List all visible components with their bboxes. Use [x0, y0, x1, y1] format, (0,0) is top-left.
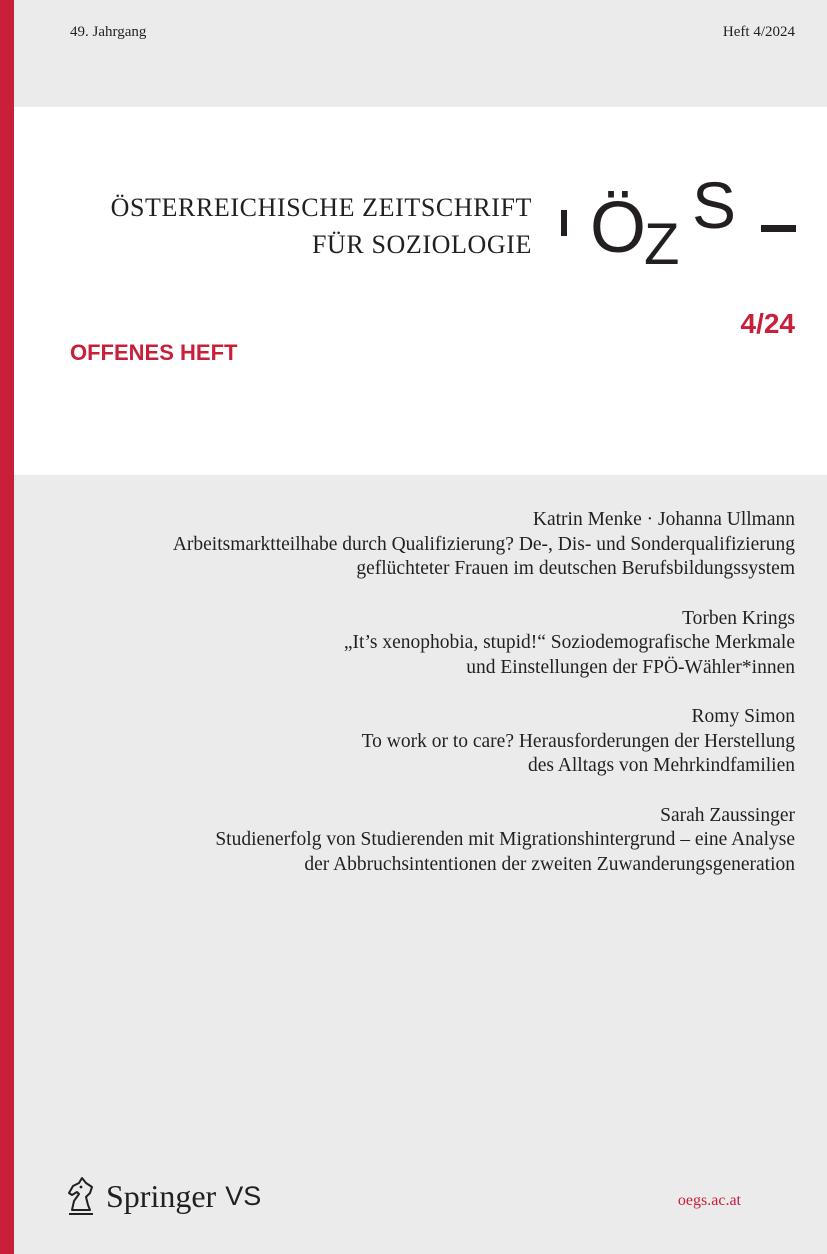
article-authors: Sarah Zaussinger: [660, 804, 795, 826]
logo-left-bar: [561, 210, 567, 236]
article-title-line: geflüchteter Frauen im deutschen Berufsbildungssystem: [356, 558, 795, 579]
article-title-line: Studienerfolg von Studierenden mit Migrationshintergrund – eine Analyse: [215, 829, 795, 850]
table-of-contents: [55, 508, 795, 902]
article-1: [55, 508, 795, 582]
issue-number: 4/24: [740, 308, 795, 339]
publisher-name: Springer: [106, 1177, 217, 1214]
article-title-line: Arbeitsmarktteilhabe durch Qualifizierung? De-, Dis- und Sonderqualifizierung: [172, 533, 795, 555]
logo-letter-o: Ö: [590, 188, 647, 268]
article-authors: Torben Krings: [682, 607, 795, 629]
logo-dash: [761, 225, 796, 232]
article-authors: Romy Simon: [691, 706, 795, 727]
journal-title-line-1: ÖSTERREICHISCHE ZEITSCHRIFT: [110, 193, 532, 222]
red-spine: [0, 0, 14, 1254]
issue-theme: OFFENES HEFT: [70, 340, 238, 365]
website-link[interactable]: oegs.ac.at: [677, 1192, 741, 1209]
top-band: [14, 0, 827, 107]
article-authors: Katrin Menke · Johanna Ullmann: [532, 509, 795, 530]
article-2: [55, 607, 795, 681]
oezs-logo: [556, 170, 801, 270]
journal-title-line-2: FÜR SOZIOLOGIE: [311, 230, 532, 259]
logo-letter-z: Z: [644, 212, 680, 270]
article-title-line: und Einstellungen der FPÖ-Wähler*innen: [466, 656, 795, 678]
logo-letter-s: S: [692, 170, 737, 242]
volume-label: 49. Jahrgang: [70, 24, 147, 40]
article-title-line: des Alltags von Mehrkindfamilien: [527, 755, 795, 776]
article-title-line: der Abbruchsintentionen der zweiten Zuwanderungsgeneration: [304, 853, 795, 875]
article-title-line: To work or to care? Herausforderungen der Herstellung: [361, 730, 795, 752]
publisher-imprint: VS: [225, 1180, 262, 1211]
issue-label: Heft 4/2024: [722, 24, 795, 40]
article-3: [55, 705, 795, 779]
springer-logo: [64, 1172, 261, 1220]
title-band: [14, 107, 827, 475]
article-title-line: „It’s xenophobia, stupid!“ Soziodemografische Merkmale: [343, 632, 795, 653]
article-4: [55, 804, 795, 878]
chess-knight-icon: [64, 1175, 98, 1217]
